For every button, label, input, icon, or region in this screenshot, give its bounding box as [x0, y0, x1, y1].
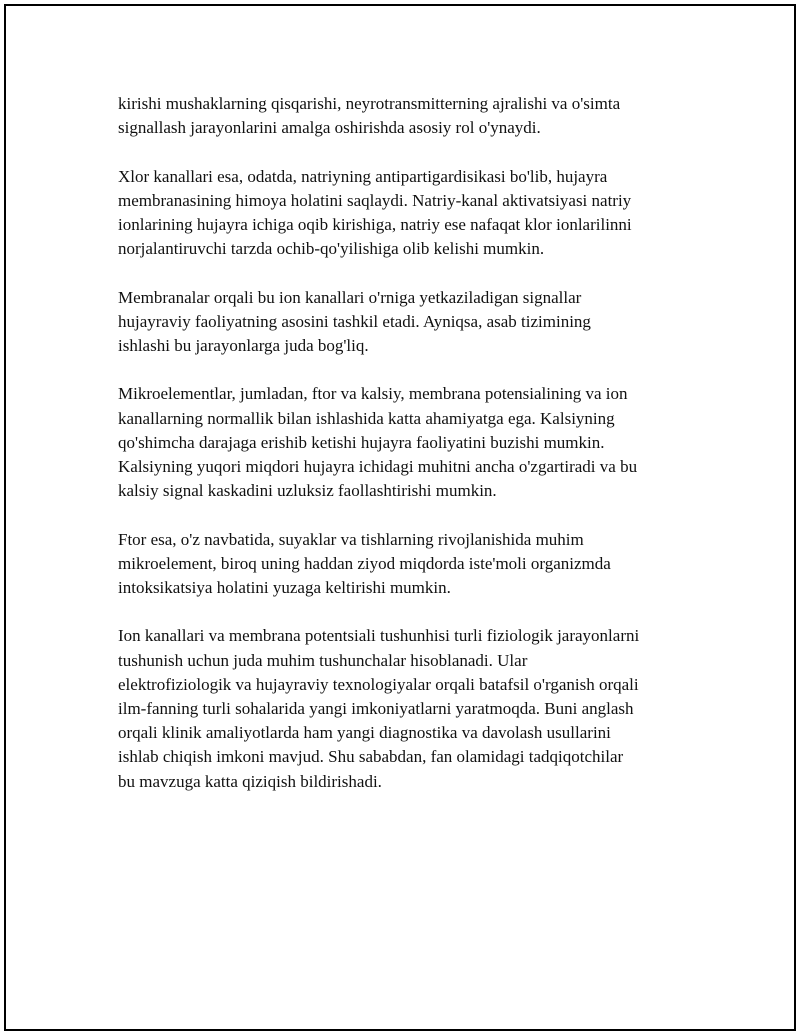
text-line: Mikroelementlar, jumladan, ftor va kalsiy, membrana potensialining va ion [118, 384, 628, 404]
text-line: mikroelement, biroq uning haddan ziyod miqdorda iste'moli organizmda [118, 553, 611, 573]
text-line: kalsiy signal kaskadini uzluksiz faollashtirishi mumkin. [118, 481, 497, 501]
text-line: qo'shimcha darajaga erishib ketishi hujayra faoliyatini buzishi mumkin. [118, 432, 605, 452]
text-line: ishlashi bu jarayonlarga juda bog'liq. [118, 336, 369, 355]
text-line: Ion kanallari va membrana potentsiali tushunhisi turli fiziologik jarayonlarni [118, 626, 640, 646]
document-body [118, 92, 698, 818]
text-line: ionlarining hujayra ichiga oqib kirishiga, natriy ese nafaqat klor ionlarilinni [118, 215, 632, 234]
text-line: tushunish uchun juda muhim tushunchalar hisoblanadi. Ular [118, 650, 528, 670]
text-line: Kalsiyning yuqori miqdori hujayra ichidagi muhitni ancha o'zgartiradi va bu [118, 457, 638, 476]
text-line: norjalantiruvchi tarzda ochib-qo'yilishiga olib kelishi mumkin. [118, 239, 545, 259]
text-line: membranasining himoya holatini saqlaydi. Natriy-kanal aktivatsiyasi natriy [118, 190, 632, 210]
paragraph-4 [118, 382, 698, 503]
paragraph-3 [118, 286, 698, 359]
text-line: kirishi mushaklarning qisqarishi, neyrotransmitterning ajralishi va o'simta [118, 94, 621, 113]
text-line: Membranalar orqali bu ion kanallari o'rniga yetkaziladigan signallar [118, 287, 582, 307]
text-line: hujayraviy faoliyatning asosini tashkil etadi. Ayniqsa, asab tizimining [118, 311, 591, 331]
text-line: Ftor esa, o'z navbatida, suyaklar va tishlarning rivojlanishida muhim [118, 529, 584, 549]
text-line: Xlor kanallari esa, odatda, natriyning antipartigardisikasi bo'lib, hujayra [118, 166, 608, 186]
text-line: orqali klinik amaliyotlarda ham yangi diagnostika va davolash usullarini [118, 723, 611, 743]
paragraph-6 [118, 624, 698, 793]
paragraph-2 [118, 165, 698, 262]
paragraph-5 [118, 528, 698, 601]
text-line: bu mavzuga katta qiziqish bildirishadi. [118, 771, 382, 791]
text-line: kanallarning normallik bilan ishlashida katta ahamiyatga ega. Kalsiyning [118, 408, 615, 428]
text-line: intoksikatsiya holatini yuzaga keltirishi mumkin. [118, 578, 451, 597]
paragraph-1 [118, 92, 698, 140]
text-line: ilm-fanning turli sohalarida yangi imkoniyatlarni yaratmoqda. Buni anglash [118, 699, 634, 718]
text-line: ishlab chiqish imkoni mavjud. Shu sababdan, fan olamidagi tadqiqotchilar [118, 747, 624, 767]
text-line: signallash jarayonlarini amalga oshirishda asosiy rol o'ynaydi. [118, 118, 541, 138]
text-line: elektrofiziologik va hujayraviy texnologiyalar orqali batafsil o'rganish orqali [118, 674, 639, 694]
